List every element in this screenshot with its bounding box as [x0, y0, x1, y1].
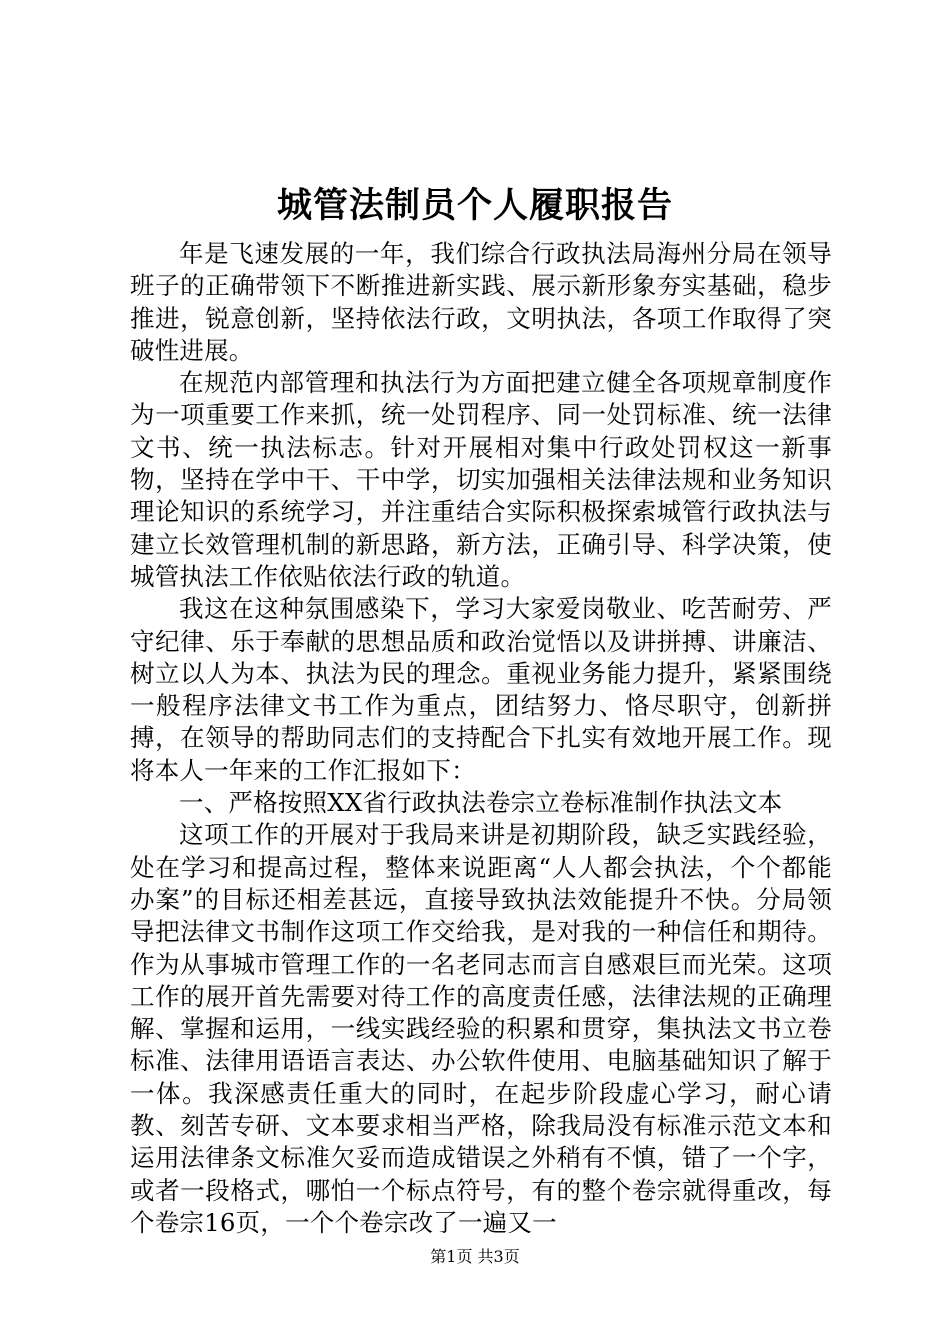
paragraph-personal-learning: 我这在这种氛围感染下，学习大家爱岗敬业、吃苦耐劳、严守纪律、乐于奉献的思想品质和政治觉悟以及讲拼搏、讲廉洁、树立以人为本、执法为民的理念。重视业务能力提升，紧紧围绕一般程序法律文书工作为重点，团结努力、恪尽职守，创新拼搏，在领导的帮助同志们的支持配合下扎实有效地开展工作。现将本人一年来的工作汇报如下：: [130, 594, 832, 785]
paragraph-legal-documents: 这项工作的开展对于我局来讲是初期阶段，缺乏实践经验，处在学习和提高过程，整体来说距离“人人都会执法，个个都能办案”的目标还相差甚远，直接导致执法效能提升不快。分局领导把法律文书制作这项工作交给我，是对我的一种信任和期待。作为从事城市管理工作的一名老同志而言自感艰巨而光荣。这项工作的展开首先需要对待工作的高度责任感，法律法规的正确理解、掌握和运用，一线实践经验的积累和贯穿，集执法文书立卷标准、法律用语语言表达、办公软件使用、电脑基础知识了解于一体。我深感责任重大的同时，在起步阶段虚心学习，耐心请教、刻苦专研、文本要求相当严格，除我局没有标准示范文本和运用法律条文标准欠妥而造成错误之外稍有不慎，错了一个字，或者一段格式，哪怕一个标点符号，有的整个卷宗就得重改，每个卷宗16页，一个个卷宗改了一遍又一: [130, 820, 832, 1237]
paragraph-management: 在规范内部管理和执法行为方面把建立健全各项规章制度作为一项重要工作来抓，统一处罚程序、同一处罚标准、统一法律文书、统一执法标志。针对开展相对集中行政处罚权这一新事物，坚持在学中干、干中学，切实加强相关法律法规和业务知识理论知识的系统学习，并注重结合实际积极探索城管行政执法与建立长效管理机制的新思路，新方法，正确引导、科学决策，使城管执法工作依贴依法行政的轨道。: [130, 368, 832, 591]
document-body: [130, 238, 832, 1239]
paragraph-intro: 年是飞速发展的一年，我们综合行政执法局海州分局在领导班子的正确带领下不断推进新实践、展示新形象夯实基础，稳步推进，锐意创新，坚持依法行政，文明执法，各项工作取得了突破性进展。: [130, 239, 832, 365]
page-footer: 第1页 共3页: [430, 1247, 520, 1266]
document-title: 城管法制员个人履职报告: [276, 185, 673, 226]
section-heading-1: 一、严格按照XX省行政执法卷宗立卷标准制作执法文本: [179, 788, 783, 818]
